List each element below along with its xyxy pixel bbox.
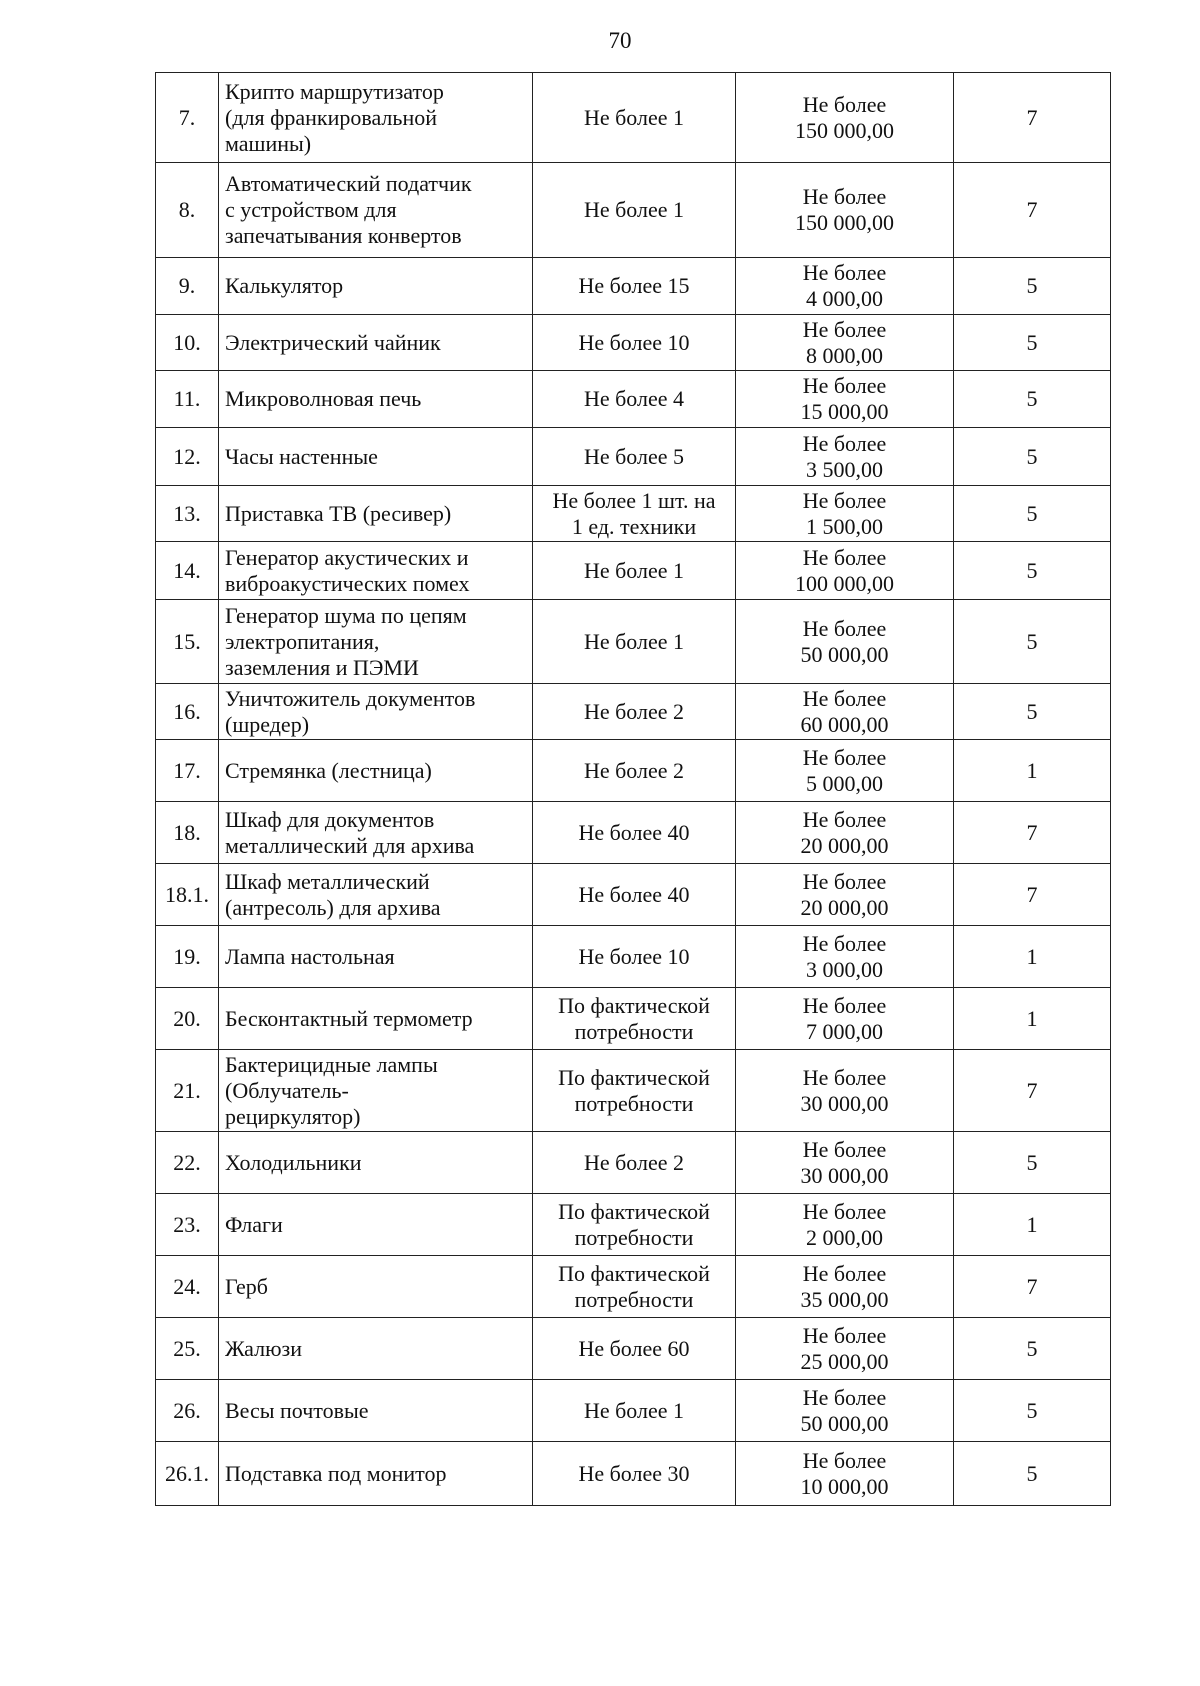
item-quantity bbox=[533, 428, 736, 486]
page-number: 70 bbox=[608, 28, 632, 53]
item-name-line: Подставка под монитор bbox=[225, 1460, 447, 1486]
table-row bbox=[156, 163, 1111, 258]
table-row bbox=[156, 258, 1111, 315]
item-price-line: Не более bbox=[802, 430, 887, 456]
table-row bbox=[156, 684, 1111, 740]
item-name bbox=[219, 988, 533, 1050]
row-number: 10. bbox=[156, 315, 219, 371]
item-name bbox=[219, 1318, 533, 1380]
item-price-line: 150 000,00 bbox=[795, 210, 894, 235]
table-row bbox=[156, 371, 1111, 428]
item-name-line: Автоматический податчик bbox=[225, 171, 472, 196]
table-row bbox=[156, 600, 1111, 684]
item-quantity bbox=[533, 542, 736, 600]
item-name-line: Весы почтовые bbox=[225, 1397, 369, 1423]
row-number: 20. bbox=[156, 988, 219, 1050]
item-price-line: Не более bbox=[802, 1064, 887, 1090]
table-row bbox=[156, 1050, 1111, 1132]
table-row bbox=[156, 542, 1111, 600]
item-quantity bbox=[533, 1318, 736, 1380]
item-price-line: 5 000,00 bbox=[806, 770, 883, 796]
item-price-line: 60 000,00 bbox=[800, 711, 889, 737]
table-row bbox=[156, 428, 1111, 486]
item-quantity bbox=[533, 1256, 736, 1318]
item-price-line: 20 000,00 bbox=[800, 832, 889, 858]
item-name-line: (шредер) bbox=[225, 711, 310, 737]
item-service-life: 5 bbox=[954, 600, 1111, 684]
item-quantity-line: По фактической bbox=[558, 1260, 710, 1286]
row-number: 25. bbox=[156, 1318, 219, 1380]
item-quantity-line: потребности bbox=[574, 1090, 694, 1116]
table-row bbox=[156, 486, 1111, 542]
item-quantity-line: По фактической bbox=[558, 1064, 710, 1090]
item-quantity-line: Не более 30 bbox=[578, 1460, 690, 1486]
item-quantity-line: Не более 1 bbox=[583, 628, 685, 654]
item-quantity-line: Не более 1 bbox=[583, 104, 685, 130]
item-service-life: 5 bbox=[954, 542, 1111, 600]
row-number: 18.1. bbox=[156, 864, 219, 926]
item-price-line: 35 000,00 bbox=[800, 1286, 889, 1312]
item-service-life: 1 bbox=[954, 1194, 1111, 1256]
item-price bbox=[736, 600, 954, 684]
table-row bbox=[156, 1132, 1111, 1194]
row-number: 12. bbox=[156, 428, 219, 486]
item-quantity-line: Не более 1 шт. на bbox=[552, 487, 716, 513]
item-name bbox=[219, 73, 533, 163]
item-name bbox=[219, 315, 533, 371]
item-name bbox=[219, 486, 533, 542]
item-quantity bbox=[533, 864, 736, 926]
item-service-life: 5 bbox=[954, 258, 1111, 315]
item-quantity bbox=[533, 371, 736, 428]
item-price-line: 50 000,00 bbox=[800, 1410, 889, 1436]
item-quantity bbox=[533, 73, 736, 163]
item-price-line: 150 000,00 bbox=[795, 117, 894, 143]
item-price-line: 3 000,00 bbox=[806, 956, 883, 982]
equipment-table bbox=[155, 72, 1111, 1506]
item-name-line: Стремянка (лестница) bbox=[225, 757, 432, 783]
item-price-line: Не более bbox=[802, 544, 887, 570]
item-price-line: Не более bbox=[802, 184, 887, 209]
item-price bbox=[736, 1132, 954, 1194]
item-name bbox=[219, 802, 533, 864]
item-service-life: 7 bbox=[954, 73, 1111, 163]
item-name bbox=[219, 1442, 533, 1506]
row-number: 8. bbox=[156, 163, 219, 258]
table-row bbox=[156, 988, 1111, 1050]
item-quantity bbox=[533, 600, 736, 684]
item-price-line: Не более bbox=[802, 1322, 887, 1348]
row-number: 15. bbox=[156, 600, 219, 684]
item-service-life: 5 bbox=[954, 371, 1111, 428]
item-price bbox=[736, 163, 954, 258]
item-price-line: 1 500,00 bbox=[806, 513, 883, 539]
item-name-line: Лампа настольная bbox=[225, 943, 395, 969]
item-name-line: Жалюзи bbox=[225, 1335, 302, 1361]
item-name-line: (антресоль) для архива bbox=[225, 894, 441, 920]
table-row bbox=[156, 926, 1111, 988]
item-quantity bbox=[533, 1194, 736, 1256]
item-price-line: 100 000,00 bbox=[795, 570, 894, 596]
item-name bbox=[219, 600, 533, 684]
item-name-line: электропитания, bbox=[225, 628, 380, 654]
item-quantity-line: Не более 4 bbox=[583, 386, 685, 411]
item-name-line: Генератор шума по цепям bbox=[225, 602, 467, 628]
item-service-life: 5 bbox=[954, 486, 1111, 542]
row-number: 13. bbox=[156, 486, 219, 542]
item-price bbox=[736, 428, 954, 486]
item-price bbox=[736, 926, 954, 988]
item-name bbox=[219, 258, 533, 315]
item-quantity bbox=[533, 802, 736, 864]
item-name bbox=[219, 926, 533, 988]
item-name-line: Уничтожитель документов bbox=[225, 685, 476, 711]
item-price bbox=[736, 258, 954, 315]
row-number: 7. bbox=[156, 73, 219, 163]
item-name-line: (Облучатель- bbox=[225, 1077, 349, 1103]
item-service-life: 5 bbox=[954, 1442, 1111, 1506]
item-service-life: 7 bbox=[954, 1050, 1111, 1132]
item-price bbox=[736, 988, 954, 1050]
item-name-line: Калькулятор bbox=[225, 273, 344, 298]
row-number: 21. bbox=[156, 1050, 219, 1132]
item-quantity-line: Не более 60 bbox=[578, 1335, 690, 1361]
item-quantity bbox=[533, 1442, 736, 1506]
item-price-line: Не более bbox=[802, 373, 887, 398]
item-quantity bbox=[533, 1380, 736, 1442]
item-quantity-line: Не более 1 bbox=[583, 557, 685, 583]
item-name-line: Флаги bbox=[225, 1211, 283, 1237]
item-price-line: 7 000,00 bbox=[806, 1018, 883, 1044]
item-price-line: 30 000,00 bbox=[800, 1090, 889, 1116]
item-price bbox=[736, 73, 954, 163]
item-quantity bbox=[533, 1050, 736, 1132]
item-name-line: металлический для архива bbox=[225, 832, 475, 858]
row-number: 26. bbox=[156, 1380, 219, 1442]
item-name bbox=[219, 1132, 533, 1194]
item-service-life: 5 bbox=[954, 1380, 1111, 1442]
item-price bbox=[736, 315, 954, 371]
item-name bbox=[219, 1380, 533, 1442]
item-name-line: запечатывания конвертов bbox=[225, 223, 462, 248]
item-price-line: Не более bbox=[802, 744, 887, 770]
item-name-line: Шкаф металлический bbox=[225, 868, 430, 894]
item-quantity-line: Не более 2 bbox=[583, 757, 685, 783]
item-name-line: Бактерицидные лампы bbox=[225, 1051, 438, 1077]
row-number: 11. bbox=[156, 371, 219, 428]
item-quantity-line: Не более 10 bbox=[578, 943, 690, 969]
item-quantity-line: потребности bbox=[574, 1224, 694, 1250]
item-quantity-line: По фактической bbox=[558, 992, 710, 1018]
item-name-line: Микроволновая печь bbox=[225, 386, 422, 411]
item-price-line: Не более bbox=[802, 316, 887, 342]
item-service-life: 7 bbox=[954, 864, 1111, 926]
item-service-life: 5 bbox=[954, 1132, 1111, 1194]
table-row bbox=[156, 73, 1111, 163]
item-name-line: рециркулятор) bbox=[225, 1103, 361, 1129]
item-price bbox=[736, 802, 954, 864]
item-price bbox=[736, 684, 954, 740]
item-name-line: виброакустических помех bbox=[225, 570, 470, 596]
item-price-line: Не более bbox=[802, 615, 887, 641]
table-body bbox=[156, 73, 1111, 1506]
item-quantity bbox=[533, 988, 736, 1050]
item-price-line: Не более bbox=[802, 1260, 887, 1286]
item-price bbox=[736, 486, 954, 542]
item-price-line: Не более bbox=[802, 1198, 887, 1224]
item-name bbox=[219, 740, 533, 802]
item-name-line: Часы настенные bbox=[225, 443, 378, 469]
item-price-line: Не более bbox=[802, 260, 887, 285]
item-price-line: 20 000,00 bbox=[800, 894, 889, 920]
item-service-life: 1 bbox=[954, 988, 1111, 1050]
item-price bbox=[736, 1442, 954, 1506]
item-price-line: Не более bbox=[802, 930, 887, 956]
item-price-line: Не более bbox=[802, 806, 887, 832]
row-number: 14. bbox=[156, 542, 219, 600]
item-service-life: 7 bbox=[954, 802, 1111, 864]
item-name-line: Шкаф для документов bbox=[225, 806, 435, 832]
item-quantity-line: потребности bbox=[574, 1286, 694, 1312]
row-number: 9. bbox=[156, 258, 219, 315]
item-quantity bbox=[533, 258, 736, 315]
item-quantity-line: Не более 40 bbox=[578, 819, 690, 845]
item-quantity bbox=[533, 684, 736, 740]
item-price-line: 10 000,00 bbox=[800, 1473, 889, 1499]
item-name-line: Генератор акустических и bbox=[225, 544, 469, 570]
item-quantity-line: Не более 10 bbox=[578, 329, 690, 355]
row-number: 26.1. bbox=[156, 1442, 219, 1506]
item-name-line: Бесконтактный термометр bbox=[225, 1005, 473, 1031]
row-number: 23. bbox=[156, 1194, 219, 1256]
item-price bbox=[736, 1194, 954, 1256]
table-row bbox=[156, 802, 1111, 864]
item-price-line: 15 000,00 bbox=[800, 399, 889, 424]
row-number: 18. bbox=[156, 802, 219, 864]
item-price-line: 25 000,00 bbox=[800, 1348, 889, 1374]
row-number: 17. bbox=[156, 740, 219, 802]
item-service-life: 5 bbox=[954, 684, 1111, 740]
item-price-line: Не более bbox=[802, 91, 887, 117]
item-service-life: 5 bbox=[954, 428, 1111, 486]
item-price-line: Не более bbox=[802, 487, 887, 513]
row-number: 16. bbox=[156, 684, 219, 740]
item-quantity-line: 1 ед. техники bbox=[571, 513, 697, 539]
item-quantity-line: Не более 15 bbox=[578, 273, 690, 298]
item-quantity bbox=[533, 163, 736, 258]
row-number: 22. bbox=[156, 1132, 219, 1194]
table-row bbox=[156, 1380, 1111, 1442]
item-name bbox=[219, 163, 533, 258]
item-service-life: 7 bbox=[954, 1256, 1111, 1318]
item-quantity-line: Не более 1 bbox=[583, 197, 685, 222]
row-number: 24. bbox=[156, 1256, 219, 1318]
item-name-line: Электрический чайник bbox=[225, 329, 441, 355]
item-quantity bbox=[533, 486, 736, 542]
table-row bbox=[156, 864, 1111, 926]
table-row bbox=[156, 315, 1111, 371]
item-price-line: 2 000,00 bbox=[806, 1224, 883, 1250]
table-row bbox=[156, 740, 1111, 802]
item-name bbox=[219, 428, 533, 486]
table-row bbox=[156, 1256, 1111, 1318]
item-quantity-line: Не более 5 bbox=[583, 443, 685, 469]
item-name-line: заземления и ПЭМИ bbox=[225, 654, 419, 680]
item-quantity bbox=[533, 1132, 736, 1194]
item-name-line: Приставка ТВ (ресивер) bbox=[225, 500, 452, 526]
item-name bbox=[219, 864, 533, 926]
item-service-life: 1 bbox=[954, 926, 1111, 988]
item-price bbox=[736, 1256, 954, 1318]
item-quantity-line: По фактической bbox=[558, 1198, 710, 1224]
item-price-line: 50 000,00 bbox=[800, 641, 889, 667]
item-quantity-line: потребности bbox=[574, 1018, 694, 1044]
item-price bbox=[736, 542, 954, 600]
item-name bbox=[219, 1194, 533, 1256]
item-name-line: Герб bbox=[225, 1273, 269, 1299]
item-quantity bbox=[533, 740, 736, 802]
item-quantity-line: Не более 1 bbox=[583, 1397, 685, 1423]
item-name-line: (для франкировальной bbox=[225, 104, 437, 130]
item-price-line: Не более bbox=[802, 868, 887, 894]
item-price-line: 4 000,00 bbox=[806, 286, 883, 311]
item-price-line: Не более bbox=[802, 992, 887, 1018]
item-name bbox=[219, 542, 533, 600]
item-price-line: 3 500,00 bbox=[806, 456, 883, 482]
item-quantity-line: Не более 2 bbox=[583, 1149, 685, 1175]
table-row bbox=[156, 1318, 1111, 1380]
item-price-line: Не более bbox=[802, 1136, 887, 1162]
item-quantity bbox=[533, 926, 736, 988]
item-price bbox=[736, 1318, 954, 1380]
item-service-life: 7 bbox=[954, 163, 1111, 258]
item-name bbox=[219, 1050, 533, 1132]
item-quantity-line: Не более 40 bbox=[578, 881, 690, 907]
item-price-line: 30 000,00 bbox=[800, 1162, 889, 1188]
item-price-line: Не более bbox=[802, 1447, 887, 1473]
item-service-life: 1 bbox=[954, 740, 1111, 802]
item-service-life: 5 bbox=[954, 315, 1111, 371]
item-name-line: Холодильники bbox=[225, 1149, 362, 1175]
item-name-line: машины) bbox=[225, 130, 312, 156]
item-price-line: Не более bbox=[802, 685, 887, 711]
item-price-line: Не более bbox=[802, 1384, 887, 1410]
item-price bbox=[736, 1380, 954, 1442]
table-row bbox=[156, 1194, 1111, 1256]
item-name-line: с устройством для bbox=[225, 197, 397, 222]
item-service-life: 5 bbox=[954, 1318, 1111, 1380]
item-quantity-line: Не более 2 bbox=[583, 698, 685, 724]
item-name bbox=[219, 371, 533, 428]
item-name-line: Крипто маршрутизатор bbox=[225, 78, 444, 104]
item-price-line: 8 000,00 bbox=[806, 342, 883, 368]
item-price bbox=[736, 864, 954, 926]
item-name bbox=[219, 684, 533, 740]
table-row bbox=[156, 1442, 1111, 1506]
item-price bbox=[736, 740, 954, 802]
item-quantity bbox=[533, 315, 736, 371]
row-number: 19. bbox=[156, 926, 219, 988]
item-name bbox=[219, 1256, 533, 1318]
item-price bbox=[736, 1050, 954, 1132]
item-price bbox=[736, 371, 954, 428]
